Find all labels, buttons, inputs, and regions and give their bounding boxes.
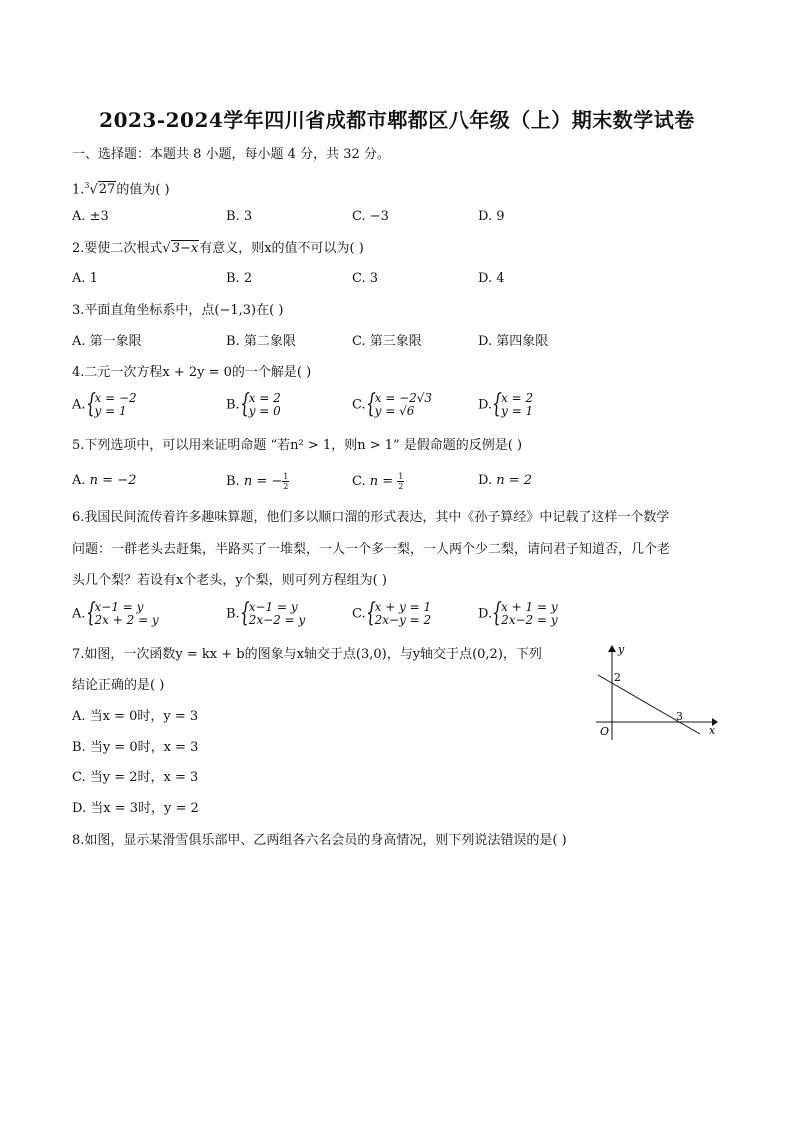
q1-option-b: B. 3: [226, 209, 253, 224]
y-intercept-label: 2: [614, 671, 621, 684]
q3-option-c: C. 第三象限: [352, 334, 422, 349]
q7-option-c: C. 当y = 2时，x = 3: [72, 770, 199, 785]
radical: 3−x: [171, 241, 199, 256]
q2-option-c: C. 3: [352, 271, 379, 286]
section-heading: 一、选择题：本题共 8 小题，每小题 4 分，共 32 分。: [72, 147, 390, 162]
x-intercept-label: 3: [676, 710, 683, 723]
q7-option-d: D. 当x = 3时，y = 2: [72, 801, 199, 816]
q3-option-a: A. 第一象限: [72, 334, 142, 349]
y-axis-label: y: [618, 643, 625, 656]
q1-option-c: C. −3: [352, 209, 389, 224]
q5-option-a: A. n = −2: [72, 473, 137, 488]
q3-option-b: B. 第二象限: [226, 334, 296, 349]
question-7-line-1: 7.如图，一次函数y = kx + b的图象与x轴交于点(3,0)，与y轴交于点(0,2)，下列: [72, 647, 542, 662]
q3-option-d: D. 第四象限: [478, 334, 549, 349]
question-6-line-2: 问题：一群老头去赶集，半路买了一堆梨，一人一个多一梨，一人两个少二梨，请问君子知道否，几个老: [72, 542, 671, 557]
question-6-line-1: 6.我国民间流传着许多趣味算题，他们多以顺口溜的形式表达，其中《孙子算经》中记载了这样一个数学: [72, 510, 670, 525]
x-axis-label: x: [709, 724, 716, 737]
question-7-line-2: 结论正确的是( ): [72, 678, 165, 693]
q6-option-b: B. { x−1 = y 2x−2 = y: [226, 601, 305, 627]
radical: 27: [98, 182, 116, 198]
question-2: 2.要使二次根式√3−x有意义，则x的值不可以为( ): [72, 241, 364, 256]
q2-option-d: D. 4: [478, 271, 505, 286]
q6-option-d: D. { x + 1 = y 2x−2 = y: [478, 601, 558, 627]
q4-option-d: D. { x = 2 y = 1: [478, 392, 533, 418]
question-1: 1.$^3$√27的值为( ): [72, 181, 170, 198]
q1-option-d: D. 9: [478, 209, 505, 224]
q4-option-c: C. { x = −2√3 y = √6: [352, 392, 432, 418]
question-3: 3.平面直角坐标系中，点(−1,3)在( ): [72, 303, 284, 318]
q7-option-a: A. 当x = 0时，y = 3: [72, 709, 199, 724]
question-6-line-3: 头几个梨？若设有x个老头，y个梨，则可列方程组为( ): [72, 573, 387, 588]
q5-option-d: D. n = 2: [478, 473, 533, 488]
q4-option-a: A. { x = −2 y = 1: [72, 392, 137, 418]
q7-function-graph: [590, 642, 720, 742]
q5-option-b: B. n = − $\frac{1}{2}$: [226, 472, 289, 491]
q7-option-b: B. 当y = 0时，x = 3: [72, 740, 199, 755]
page-title: 2023-2024学年四川省成都市郫都区八年级（上）期末数学试卷: [99, 108, 695, 132]
y-axis-arrow: [608, 645, 616, 652]
q1-option-a: A. ±3: [72, 209, 109, 224]
question-8: 8.如图，显示某滑雪俱乐部甲、乙两组各六名会员的身高情况，则下列说法错误的是( ): [72, 833, 567, 848]
q5-option-c: C. n = $\frac{1}{2}$: [352, 472, 404, 491]
q6-option-a: A. { x−1 = y 2x + 2 = y: [72, 601, 159, 627]
question-5: 5.下列选项中，可以用来证明命题 “若n² > 1，则n > 1” 是假命题的反例是( ): [72, 438, 523, 453]
q4-option-b: B. { x = 2 y = 0: [226, 392, 281, 418]
q6-option-c: C. { x + y = 1 2x−y = 2: [352, 601, 431, 627]
q2-option-a: A. 1: [72, 271, 98, 286]
question-4: 4.二元一次方程x + 2y = 0的一个解是( ): [72, 365, 312, 380]
origin-label: O: [600, 725, 610, 738]
q2-option-b: B. 2: [226, 271, 253, 286]
